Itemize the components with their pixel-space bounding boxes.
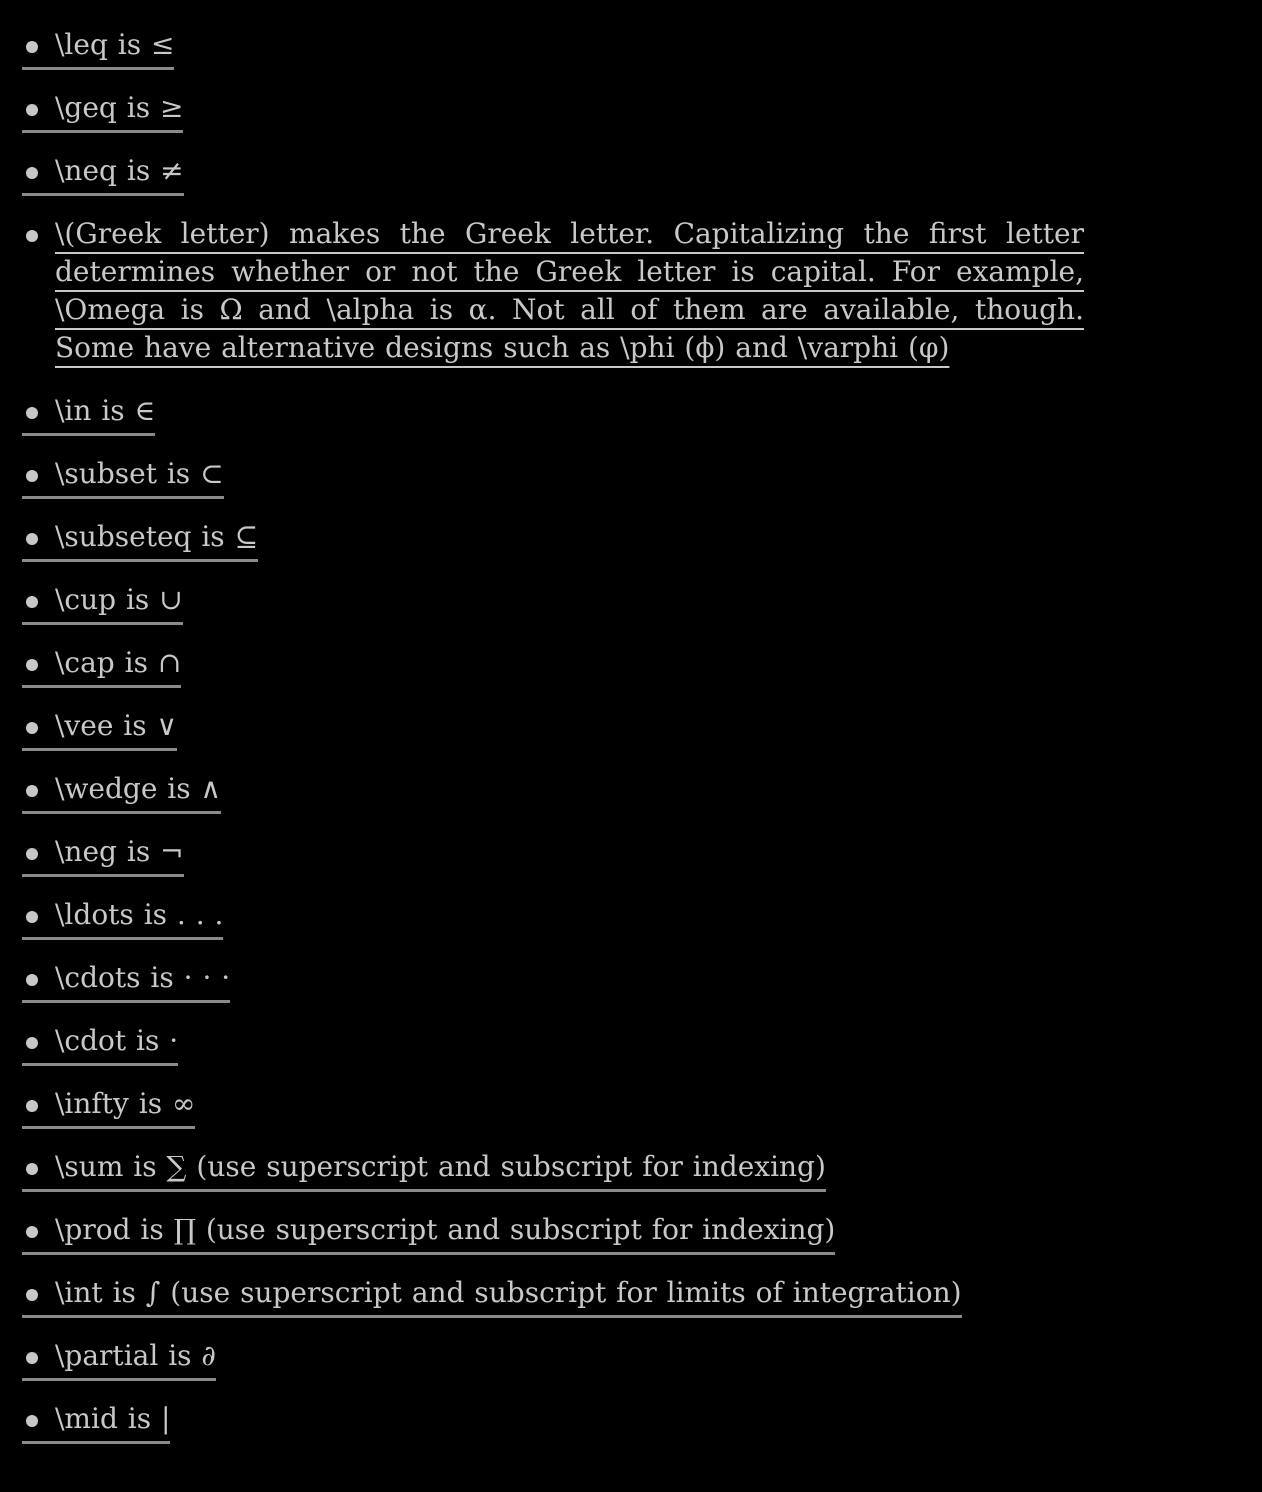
- list-item: [22, 770, 1084, 808]
- list-item: [22, 89, 1084, 127]
- list-item: [22, 215, 1084, 367]
- list-item: [22, 1211, 1084, 1249]
- list-item: [22, 959, 1084, 997]
- list-item: [22, 833, 1084, 871]
- item-text: \subset is ⊂: [55, 457, 224, 490]
- item-text: \(Greek letter) makes the Greek letter. Capitalizing the first letter determines whether or not the Greek letter is capital. For example, \Omega is Ω and \alpha is α. Not all of them are available, though. Some have alternative designs such as \phi (ϕ) and \varphi (φ): [55, 217, 1084, 364]
- bullet-icon: [26, 1037, 38, 1049]
- list-item: [22, 1148, 1084, 1186]
- list-item: [22, 581, 1084, 619]
- list-item: [22, 896, 1084, 934]
- list-item: [22, 1400, 1084, 1438]
- bullet-icon: [26, 1163, 38, 1175]
- latex-symbol-list: [22, 26, 1084, 1463]
- list-item: [22, 644, 1084, 682]
- item-text: \ldots is . . .: [55, 898, 224, 931]
- bullet-icon: [26, 659, 38, 671]
- item-text: \sum is ∑ (use superscript and subscript for indexing): [55, 1150, 826, 1183]
- item-text: \in is ∈: [55, 394, 156, 427]
- item-text: \infty is ∞: [55, 1087, 196, 1120]
- item-text: \cap is ∩: [55, 646, 182, 679]
- list-item: [22, 707, 1084, 745]
- list-item: [22, 1085, 1084, 1123]
- list-item: [22, 392, 1084, 430]
- item-text: \cdots is · · ·: [55, 961, 231, 994]
- bullet-icon: [26, 974, 38, 986]
- bullet-icon: [26, 785, 38, 797]
- bullet-icon: [26, 1226, 38, 1238]
- item-text: \geq is ≥: [55, 91, 184, 124]
- bullet-icon: [26, 104, 38, 116]
- item-text: \neq is ≠: [55, 154, 184, 187]
- item-text: \mid is |: [55, 1402, 171, 1435]
- list-item: [22, 26, 1084, 64]
- list-item: [22, 518, 1084, 556]
- list-item: [22, 152, 1084, 190]
- bullet-icon: [26, 1352, 38, 1364]
- list-item: [22, 1022, 1084, 1060]
- item-text: \wedge is ∧: [55, 772, 222, 805]
- item-text: \subseteq is ⊆: [55, 520, 259, 553]
- item-text: \leq is ≤: [55, 28, 175, 61]
- item-text: \int is ∫ (use superscript and subscript for limits of integration): [55, 1276, 962, 1309]
- bullet-icon: [26, 1100, 38, 1112]
- list-item: [22, 1337, 1084, 1375]
- list-item: [22, 1274, 1084, 1312]
- bullet-icon: [26, 533, 38, 545]
- bullet-icon: [26, 167, 38, 179]
- bullet-icon: [26, 41, 38, 53]
- bullet-icon: [26, 1289, 38, 1301]
- item-text: \neg is ¬: [55, 835, 184, 868]
- bullet-icon: [26, 1415, 38, 1427]
- bullet-icon: [26, 230, 38, 242]
- item-text: \vee is ∨: [55, 709, 178, 742]
- bullet-icon: [26, 407, 38, 419]
- bullet-icon: [26, 470, 38, 482]
- item-text: \partial is ∂: [55, 1339, 216, 1372]
- item-text: \prod is ∏ (use superscript and subscript for indexing): [55, 1213, 836, 1246]
- bullet-icon: [26, 596, 38, 608]
- bullet-icon: [26, 848, 38, 860]
- bullet-icon: [26, 722, 38, 734]
- bullet-icon: [26, 911, 38, 923]
- item-text: \cup is ∪: [55, 583, 183, 616]
- item-text: \cdot is ·: [55, 1024, 179, 1057]
- list-item: [22, 455, 1084, 493]
